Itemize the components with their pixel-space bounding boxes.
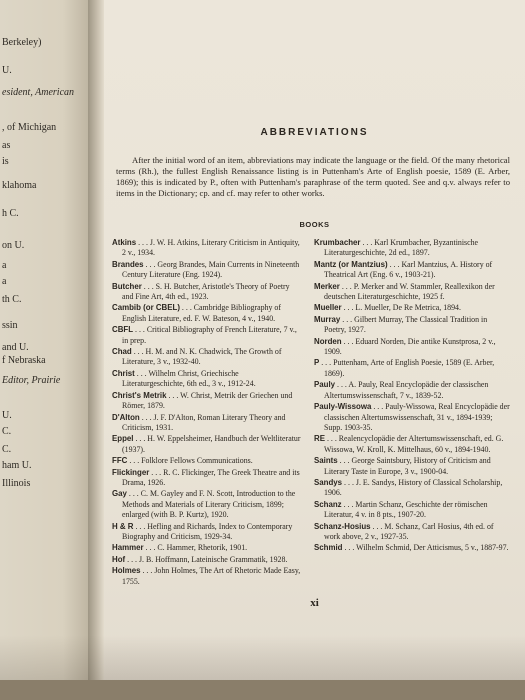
abbreviation-entry	[314, 337, 510, 358]
abbreviation-description: . . . W. Christ, Metrik der Griechen und Römer, 1879.	[122, 390, 293, 411]
left-page-fragment: klahoma	[2, 180, 37, 191]
abbreviation-key: Holmes	[112, 566, 141, 576]
left-page-fragment: U.	[2, 65, 12, 76]
abbreviation-key: Sandys	[314, 477, 343, 487]
abbreviation-description: . . . Cambridge Bibliography of English Literature, ed. F. W. Bateson, 4 v., 1940.	[122, 303, 281, 323]
abbreviation-description: . . . Gilbert Murray, The Classical Tradition in Poetry, 1927.	[324, 314, 488, 335]
abbreviation-entry	[112, 522, 302, 543]
abbreviation-key: Chad	[112, 347, 132, 357]
section-heading-books: BOOKS	[299, 220, 330, 229]
abbreviation-key: Mueller	[314, 303, 342, 313]
left-page-fragment: C.	[2, 426, 12, 437]
abbreviation-entry	[314, 500, 510, 521]
abbreviation-description: . . . J. W. H. Atkins, Literary Criticism in Antiquity, 2 v., 1934.	[122, 238, 300, 258]
left-page-fragment: a	[2, 260, 7, 271]
abbreviation-key: Atkins	[112, 238, 137, 247]
abbreviation-description: . . . A. Pauly, Real Encyclopädie der classischen Altertumswissenschaft, 7 v., 1839-52.	[324, 380, 489, 400]
abbreviation-entry	[112, 434, 302, 455]
abbreviation-description: . . . Folklore Fellows Communications.	[127, 456, 253, 466]
abbreviation-entry	[314, 315, 510, 336]
abbreviation-description: . . . Wilhelm Christ, Griechische Literaturgeschichte, 6th ed., 3 v., 1912-24.	[122, 368, 256, 389]
left-page-fragment: is	[2, 156, 9, 167]
abbreviation-key: Schanz	[314, 499, 342, 509]
abbreviation-entry	[314, 260, 510, 281]
abbreviation-description: . . . S. H. Butcher, Aristotle's Theory of Poetry and Fine Art, 4th ed., 1923.	[122, 281, 290, 302]
abbreviation-key: Krumbacher	[314, 238, 361, 247]
abbreviation-entry	[314, 478, 510, 499]
abbreviation-description: . . . John Holmes, The Art of Rhetoric Made Easy, 1755.	[122, 566, 301, 586]
abbreviation-entry	[112, 347, 302, 368]
abbreviation-description: . . . Georg Brandes, Main Currents in Nineteenth Century Literature (Eng. 1924).	[122, 259, 300, 280]
abbreviation-key: Saints	[314, 456, 338, 466]
facing-page-fragment	[0, 0, 90, 700]
abbreviation-key: Eppel	[112, 434, 134, 444]
abbreviation-key: Mantz (or Mantzius)	[314, 259, 388, 269]
abbreviation-description: . . . George Saintsbury, History of Criticism and Literary Taste in Europe, 3 v., 1900-04.	[324, 456, 491, 476]
left-page-fragment: and U.	[2, 342, 29, 353]
abbreviation-description: . . . Karl Mantzius, A. History of Theatrical Art (Eng. 6 v., 1903-21).	[324, 259, 493, 280]
abbreviation-entry	[112, 566, 302, 587]
abbreviations-page	[104, 0, 525, 700]
abbreviation-entry	[314, 238, 510, 259]
left-page-fragment: esident, American	[2, 87, 75, 98]
intro-paragraph: After the initial word of an item, abbreviations may indicate the language or the field. Of the many rhetorical terms (Rh.), the fullest English Renaissance listing is in Puttenham's Arte of English poesie, 1589 (E. Arber, 1869); this is indicated by P., often with Puttenham's paraphrase of the term quoted. See and q.v. always refer to items in the Dictionary; cp. and cf. may refer to other works.	[116, 155, 510, 198]
abbreviation-entry	[314, 434, 510, 455]
abbreviation-description: . . . J. B. Hoffmann, Lateinische Grammatik, 1928.	[125, 554, 288, 564]
abbreviation-description: . . . H. W. Eppelsheimer, Handbuch der Weltliteratur (1937).	[122, 434, 301, 454]
abbreviation-entry	[112, 260, 302, 281]
abbreviation-entry	[112, 489, 302, 520]
abbreviation-description: . . . Pauly-Wissowa, Real Encyclopädie der classischen Altertumswissenschaft, 31 v., 1894-1939; Supp. 1903-35.	[324, 402, 510, 432]
abbreviation-key: Christ's Metrik	[112, 390, 167, 400]
abbreviation-description: . . . Karl Krumbacher, Byzantinische Literaturgeschichte, 2d ed., 1897.	[324, 238, 479, 258]
abbreviation-key: Murray	[314, 314, 341, 324]
abbreviation-key: Flickinger	[112, 467, 150, 477]
abbreviation-key: Brandes	[112, 259, 144, 269]
abbreviation-entry	[112, 456, 302, 466]
books-column-left	[112, 238, 302, 588]
desk-surface	[0, 680, 525, 700]
abbreviation-key: Pauly	[314, 380, 336, 390]
abbreviation-description: . . . P. Merker and W. Stammler, Reallexikon der deutschen Literaturgeschichte, 1925 f.	[324, 281, 495, 302]
abbreviation-description: . . . C. Hammer, Rhetorik, 1901.	[143, 543, 248, 553]
page-title: ABBREVIATIONS	[260, 127, 369, 138]
abbreviation-description: . . . M. Schanz, Carl Hosius, 4th ed. of work above, 2 v., 1927-35.	[324, 521, 494, 541]
abbreviation-key: RE	[314, 434, 325, 444]
abbreviation-entry	[314, 456, 510, 477]
book-gutter	[88, 0, 104, 700]
abbreviation-key: Merker	[314, 281, 340, 291]
left-page-fragment: C.	[2, 444, 12, 455]
abbreviation-entry	[112, 282, 302, 303]
left-page-fragment: ham U.	[2, 460, 32, 471]
abbreviation-entry	[112, 238, 302, 259]
abbreviation-entry	[112, 555, 302, 565]
abbreviation-entry	[314, 402, 510, 433]
abbreviation-entry	[314, 282, 510, 303]
left-page-fragment: , of Michigan	[2, 122, 57, 133]
abbreviation-description: . . . Hefling and Richards, Index to Contemporary Biography and Criticism, 1929-34.	[122, 521, 293, 541]
books-column-right	[314, 238, 510, 555]
left-page-fragment: f Nebraska	[2, 355, 46, 366]
left-page-fragment: h C.	[2, 208, 19, 219]
left-page-fragment: U.	[2, 410, 12, 421]
left-page-fragment: as	[2, 140, 11, 151]
abbreviation-entry	[112, 303, 302, 324]
abbreviation-key: Hammer	[112, 543, 144, 553]
abbreviation-key: Schanz-Hosius	[314, 521, 371, 531]
abbreviation-entry	[314, 380, 510, 401]
abbreviation-description: . . . J. E. Sandys, History of Classical Scholarship, 1906.	[324, 477, 503, 498]
abbreviation-entry	[112, 369, 302, 390]
abbreviation-entry	[314, 543, 510, 553]
abbreviation-key: Pauly-Wissowa	[314, 402, 372, 412]
abbreviation-key: Butcher	[112, 281, 142, 291]
abbreviation-key: Cambib (or CBEL)	[112, 303, 180, 313]
abbreviation-key: Hof	[112, 554, 126, 564]
abbreviation-key: D'Alton	[112, 412, 140, 422]
abbreviation-description: . . . L. Mueller, De Re Metrica, 1894.	[341, 303, 461, 313]
abbreviation-description: . . . Martin Schanz, Geschichte der römischen Literatur, 4 v. in 8 pts., 1907-20.	[324, 499, 488, 520]
left-page-fragment: a	[2, 276, 7, 287]
abbreviation-key: CBFL	[112, 325, 134, 335]
abbreviation-description: . . . H. M. and N. K. Chadwick, The Growth of Literature, 3 v., 1932-40.	[122, 347, 282, 367]
abbreviation-entry	[112, 391, 302, 412]
left-page-fragment: Illinois	[2, 478, 31, 489]
abbreviation-key: H & R	[112, 521, 134, 531]
left-page-fragment: ssin	[2, 320, 18, 331]
abbreviation-key: Gay	[112, 489, 127, 499]
abbreviation-key: Schmid	[314, 543, 343, 553]
abbreviation-entry	[314, 358, 510, 379]
abbreviation-description: . . . Critical Bibliography of French Literature, 7 v., in prep.	[122, 325, 297, 345]
abbreviation-key: Christ	[112, 368, 135, 378]
abbreviation-key: Norden	[314, 336, 342, 346]
left-page-fragment: Editor, Prairie	[2, 375, 61, 386]
abbreviation-description: . . . J. F. D'Alton, Roman Literary Theory and Criticism, 1931.	[122, 412, 286, 432]
abbreviation-entry	[112, 413, 302, 434]
abbreviation-description: . . . Puttenham, Arte of English Poesie, 1589 (E. Arber, 1869).	[319, 358, 495, 378]
abbreviation-key: P	[314, 358, 320, 368]
abbreviation-entry	[112, 543, 302, 553]
abbreviation-description: . . . Eduard Norden, Die antike Kunstprosa, 2 v., 1909.	[324, 336, 496, 357]
abbreviation-description: . . . C. M. Gayley and F. N. Scott, Introduction to the Methods and Materials of Literary Criticism, 1899; enlarged (with B. P. Kurtz), 1920.	[122, 489, 296, 520]
abbreviation-description: . . . Wilhelm Schmid, Der Atticismus, 5 v., 1887-97.	[342, 543, 509, 553]
left-page-fragment: Berkeley)	[2, 37, 42, 48]
abbreviation-entry	[314, 303, 510, 313]
abbreviation-key: FFC	[112, 456, 128, 466]
left-page-fragment: on U.	[2, 240, 25, 251]
abbreviation-entry	[112, 468, 302, 489]
left-page-fragment: th C.	[2, 294, 22, 305]
abbreviation-entry	[314, 522, 510, 543]
page-number: xi	[310, 597, 319, 609]
abbreviation-description: . . . Realencyclopädie der Altertumswissenschaft, ed. G. Wissowa, W. Kroll, K. Mittelhaus, 60 v., 1894-1940.	[324, 434, 504, 454]
abbreviation-description: . . . R. C. Flickinger, The Greek Theatre and its Drama, 1926.	[122, 467, 300, 487]
abbreviation-entry	[112, 325, 302, 346]
